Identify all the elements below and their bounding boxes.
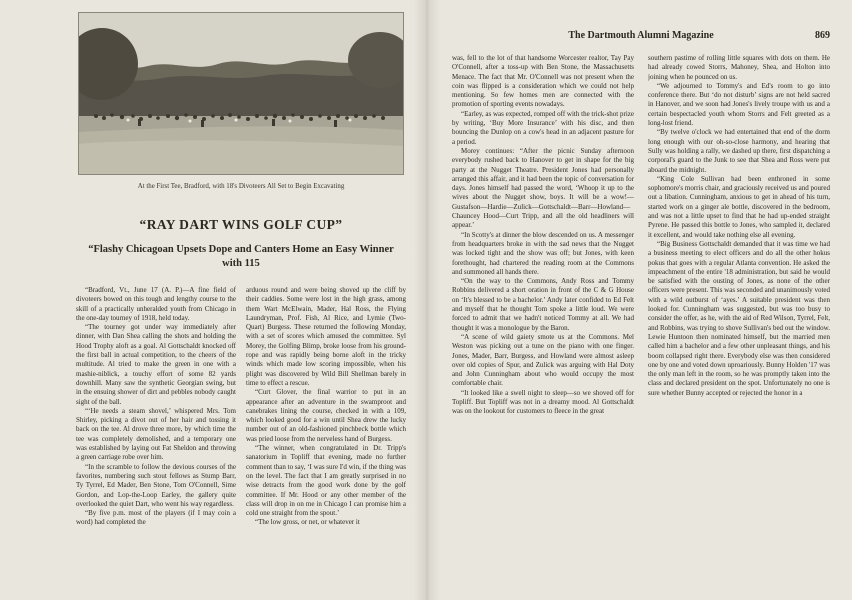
paragraph: “The tourney got under way immediately after dinner, with Dan Shea calling the shots and holding the Hood Trophy aloft as a goal. Al Gottschaldt knocked off the first ball in actual competition, to the cheers of the multitude. Al tried to make the green in one with a mashie-niblick, a touchy effort of some 82 yards downhill. Many saw the synthetic Georgian swing, but in the ensuing shower of dirt and pebbles nobody caught sight of the ball.: [76, 323, 236, 406]
right-page-column-1: [452, 54, 634, 594]
paragraph: was, fell to the lot of that handsome Worcester realtor, Tay Pay O'Connell, after a toss-up with Ben Stone, the Massachusetts Menace. The fact that Mr. O'Connell was not present when the coin was flipped is a consideration which we could not help mentioning. So few homes men are connected with the promotion of sporting events nowadays.: [452, 54, 634, 109]
paragraph: “A scene of wild gaiety smote us at the Commons. Mel Weston was picking out a tune on the piano with one finger. Jones, Mader, Barr, Burgess, and Howland were almost asleep over old copies of Spur, and Zulick was arguing with Hal Doty and John Cunningham about who would occupy the most comfortable chair.: [452, 332, 634, 388]
paragraph: “By five p.m. most of the players (if I may coin a word) had completed the: [76, 509, 236, 527]
paragraph: “In the scramble to follow the devious courses of the favorites, numbering such stout fellows as Stump Barr, Ty Tyrrel, Ed Mader, Ben Stone, Tom O'Connell, Sime Gordon, and Lop-the-Loop Earley, the gallery quite overlooked the quiet Dart, who went his way regardless.: [76, 462, 236, 508]
left-page-column-2: [246, 286, 406, 592]
paragraph: “On the way to the Commons, Andy Ross and Tommy Robbins delivered a short oration in front of the C & G House on ‘It's blessed to be a bachelor.’ Andy later confided to Ed Felt and myself that he thought Tom spoke a little loud. We were forced to admit that we hadn't noticed Tommy at all. We had thought it was a monologue by the Baron.: [452, 277, 634, 332]
paragraph: “By twelve o'clock we had entertained that end of the dorm long enough with our oh-so-close harmony, and hearing that Sully was holding a rally, we dashed up there, first dispatching a corporal's guard to the Junk to see that Shea and Ross were put aboard the midnight.: [648, 128, 830, 174]
article-headline: “RAY DART WINS GOLF CUP”: [139, 217, 343, 232]
paragraph: “The winner, when congratulated in Dr. Tripp's sanatorium in Topliff that evening, made no further comment than to say, ‘I was sure I'd win, if the thing was on the level. The fact that I am greatly surprised in no wise detracts from the good work done by the golf committee. If Mr. Hood or any other member of the class will drop in on me in Chicago I can promise him a cold one straight from the spout.’: [246, 444, 406, 518]
article-subhead: “Flashy Chicagoan Upsets Dope and Canters Home an Easy Winner with 115: [88, 244, 394, 269]
paragraph: arduous round and were being shoved up the cliff by their caddies. Some were lost in the high grass, among them Wart McElwain, Mader, Hal Ross, the Flying Laundryman, Prof. Fish, Al Rice, and Lymie (Two-Quart) Burgess. These returned the following Monday, with a set of scores which amused the committee. Syl Morey, the Golfing Blimp, broke loose from his ground-rope and was rapidly being borne aloft in the tricky winds which made low scoring impossible, when his plight was discovered by Wild Bill Shellman barely in time to effect a rescue.: [246, 286, 406, 387]
page-number: 869: [815, 30, 830, 41]
paragraph: “We adjourned to Tommy's and Ed's room to go into conference there. But ‘do not disturb’ signs are not held sacred in Hanover, and we soon had Jones's lively troupe with us and a certain bespectacled youth whom Storrs and Felt greeted as a long-lost friend.: [648, 81, 830, 128]
paragraph: “It looked like a swell night to sleep—so we shoved off for Topliff. But Topliff was not in a dreamy mood. Al Gottschaldt was on the lookout for customers to fleece in the great: [452, 388, 634, 416]
paragraph: “Bradford, Vt., June 17 (A. P.)—A fine field of divoteers bowed on this tough and lengthy course to the skill of a practically unheralded youth from Chicago in the one-day tourney of 1918, held today.: [76, 286, 236, 322]
paragraph: “Big Business Gottschaldt demanded that it was time we had a business meeting to elect officers and do all the other hokus pokus that goes with a regular Atlanta convention. He asked the impeachment of the entire '18 administration, but said he would be satisfied with the ousting of Jones, as none of the other officers were present. This was seconded and unanimously voted with a wild outburst of ‘ayes.’ A suitable president was then looked for. Cunningham was suggested, but was too busy to consider the offer, as he, with the aid of Red Wilson, Tyrrel, Felt, and Robbins, was trying to shove Sullivan's bed out the window. Lewie Huntoon then nominated himself, but the married men called him a bachelor and a few other unpleasant things, and his boom collapsed right there. Everybody else was then considered one by one and voted down uproariously. Bunny Holden '17 was the only man left in the room, so he was promptly taken into the class and declared president on the spot. Unfortunately no one is sure whether Bunny accepted or rejected the honor in a: [648, 239, 830, 397]
left-page-columns: [76, 286, 406, 592]
photo-caption: At the First Tee, Bradford, with 18's Divoteers All Set to Begin Excavating: [137, 183, 345, 190]
golf-photo-image: [78, 12, 404, 175]
paragraph: southern pastime of rolling little squares with dots on them. He had already cowed Storrs, Mahoney, Shea, and Holton into joining when he pounced on us.: [648, 54, 830, 81]
page-gutter: [414, 0, 440, 600]
paragraph: “King Cole Sullivan had been enthroned in some sophomore's morris chair, and graciously received us and poured out a libation. Cunningham, anxious to get in ahead of his turn, started work on a ginger ale bottle, discovered in the bedroom, and was not a little upset to find that he had up-ended straight Pyrene. He passed this bottle to Jones, who sampled it, declared it excellent, and would take nothing else all evening.: [648, 174, 830, 239]
paragraph: “The low gross, or net, or whatever it: [255, 518, 360, 527]
left-page-column-1: [76, 286, 236, 592]
page-header: [452, 30, 830, 44]
paragraph: “In Scotty's at dinner the blow descended on us. A messenger from headquarters broke in with the sad news that the Nugget was locked tight and the show was off; but Jones, with keen forethought, had chartered the reading room at the Commons and summoned all hands there.: [452, 230, 634, 276]
magazine-title: The Dartmouth Alumni Magazine: [568, 30, 714, 41]
paragraph: “Curt Glover, the final warrior to put in an appearance after an adventure in the swamproot and canebrakes lining the course, checked in with a 109, which looked good for a win until Shea drew the lucky number out of an old-fashioned pinchbeck bottle which was pried loose from the nerveless hand of Burgess.: [246, 388, 406, 443]
golf-course-photo: [78, 12, 404, 175]
paragraph: “‘He needs a steam shovel,’ whispered Mrs. Tom Shirley, picking a divot out of her hair and tossing it back on the tee. Al drove three more, by which time the tee was completely demolished, and a temporary one was established by laying out Fat Sheldon and throwing a green carriage robe over him.: [76, 406, 236, 462]
paragraph: Morey continues: “After the picnic Sunday afternoon everybody rushed back to Hanover to get in shape for the big party at the Nugget Theatre. President Jones had personally arranged this affair, and it had been the topic of conversation for days. Jones himself had passed the word, ‘Whoop it up to the wives about the Nugget show, boys. It will be a wow!—Gustafson—Hardie—Zulick—Gottschaldt—Barr—Howland—Chauncey Hood—Curt Tripp, and all the old headliners will appear.’: [452, 146, 634, 230]
right-page-columns: [452, 54, 830, 594]
paragraph: “Earley, as was expected, romped off with the trick-shot prize by writing, ‘Buy More Insurance’ with his disc, and then bouncing the Dunlop on a cow's head in an adjacent pasture for a period.: [452, 109, 634, 146]
right-page-column-2: [648, 54, 830, 594]
